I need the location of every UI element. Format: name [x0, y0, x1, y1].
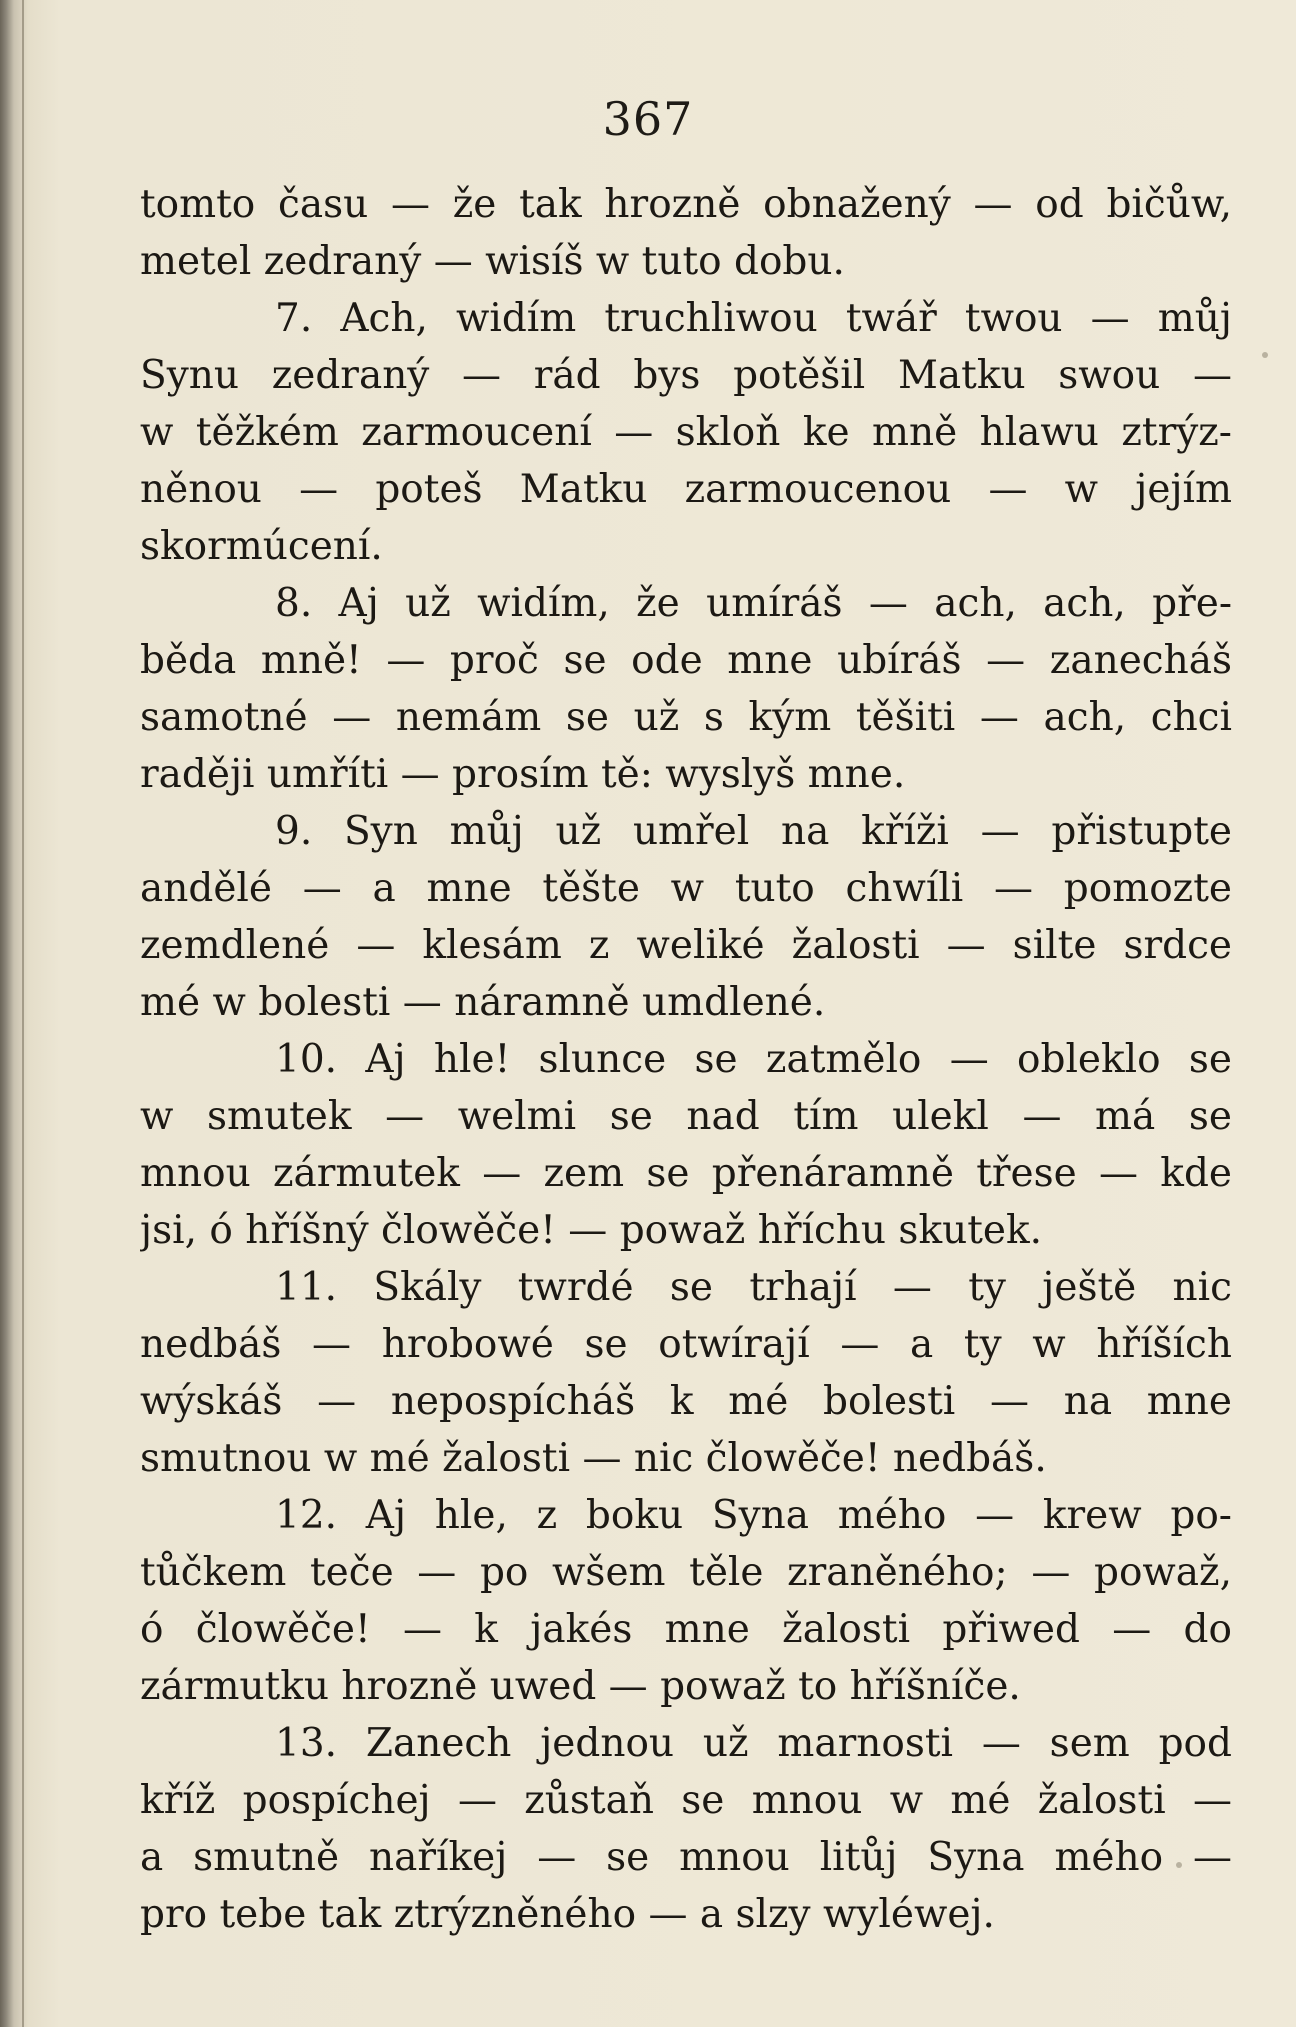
- text-line: 7. Ach, widím truchliwou twář twou — můj: [275, 296, 1232, 341]
- text-line: mnou zármutek — zem se přenáramně třese — kde: [140, 1151, 1232, 1196]
- text-line: tůčkem teče — po wšem těle zraněného; — powaž,: [140, 1550, 1232, 1595]
- text-line: zármutku hrozně uwed — powaž to hříšníče.: [140, 1664, 1021, 1709]
- text-line: 10. Aj hle! slunce se zatmělo — obleklo se: [275, 1037, 1232, 1082]
- paper-speck: [1262, 352, 1268, 358]
- text-line: něnou — poteš Matku zarmoucenou — w jejím: [140, 467, 1232, 512]
- text-line: tomto času — že tak hrozně obnažený — od bičůw,: [140, 182, 1232, 227]
- text-line: smutnou w mé žalosti — nic člowěče! nedbáš.: [140, 1436, 1047, 1481]
- text-line: skormúcení.: [140, 524, 383, 569]
- text-line: 12. Aj hle, z boku Syna mého — krew po-: [275, 1493, 1232, 1538]
- body-text: [140, 176, 1232, 1943]
- text-line: 8. Aj už widím, že umíráš — ach, ach, pře-: [275, 581, 1232, 626]
- text-line: wýskáš — nepospícháš k mé bolesti — na mne: [140, 1379, 1232, 1424]
- text-line: 9. Syn můj už umřel na kříži — přistupte: [275, 809, 1232, 854]
- text-line: metel zedraný — wisíš w tuto dobu.: [140, 239, 845, 284]
- text-line: raději umříti — prosím tě: wyslyš mne.: [140, 752, 906, 797]
- text-line: zemdlené — klesám z weliké žalosti — silte srdce: [140, 923, 1232, 968]
- text-line: andělé — a mne těšte w tuto chwíli — pomozte: [140, 866, 1232, 911]
- text-line: mé w bolesti — náramně umdlené.: [140, 980, 826, 1025]
- text-line: nedbáš — hrobowé se otwírají — a ty w hříších: [140, 1322, 1232, 1367]
- text-line: a smutně naříkej — se mnou litůj Syna mého —: [140, 1835, 1232, 1880]
- text-line: běda mně! — proč se ode mne ubíráš — zanecháš: [140, 638, 1232, 683]
- text-line: 11. Skály twrdé se trhají — ty ještě nic: [275, 1265, 1232, 1310]
- text-line: kříž pospíchej — zůstaň se mnou w mé žalosti —: [140, 1778, 1232, 1823]
- text-line: 13. Zanech jednou už marnosti — sem pod: [275, 1721, 1232, 1766]
- text-line: ó člowěče! — k jakés mne žalosti přiwed — do: [140, 1607, 1232, 1652]
- text-line: jsi, ó hříšný člowěče! — powaž hříchu skutek.: [140, 1208, 1042, 1253]
- page-number: 367: [602, 92, 694, 146]
- text-line: Synu zedraný — rád bys potěšil Matku swou —: [140, 353, 1232, 398]
- text-line: w smutek — welmi se nad tím ulekl — má se: [140, 1094, 1232, 1139]
- text-line: w těžkém zarmoucení — skloň ke mně hlawu ztrýz-: [140, 410, 1232, 455]
- page-spine-edge: [22, 0, 24, 2027]
- text-line: samotné — nemám se už s kým těšiti — ach, chci: [140, 695, 1232, 740]
- text-line: pro tebe tak ztrýzněného — a slzy wyléwej.: [140, 1892, 995, 1937]
